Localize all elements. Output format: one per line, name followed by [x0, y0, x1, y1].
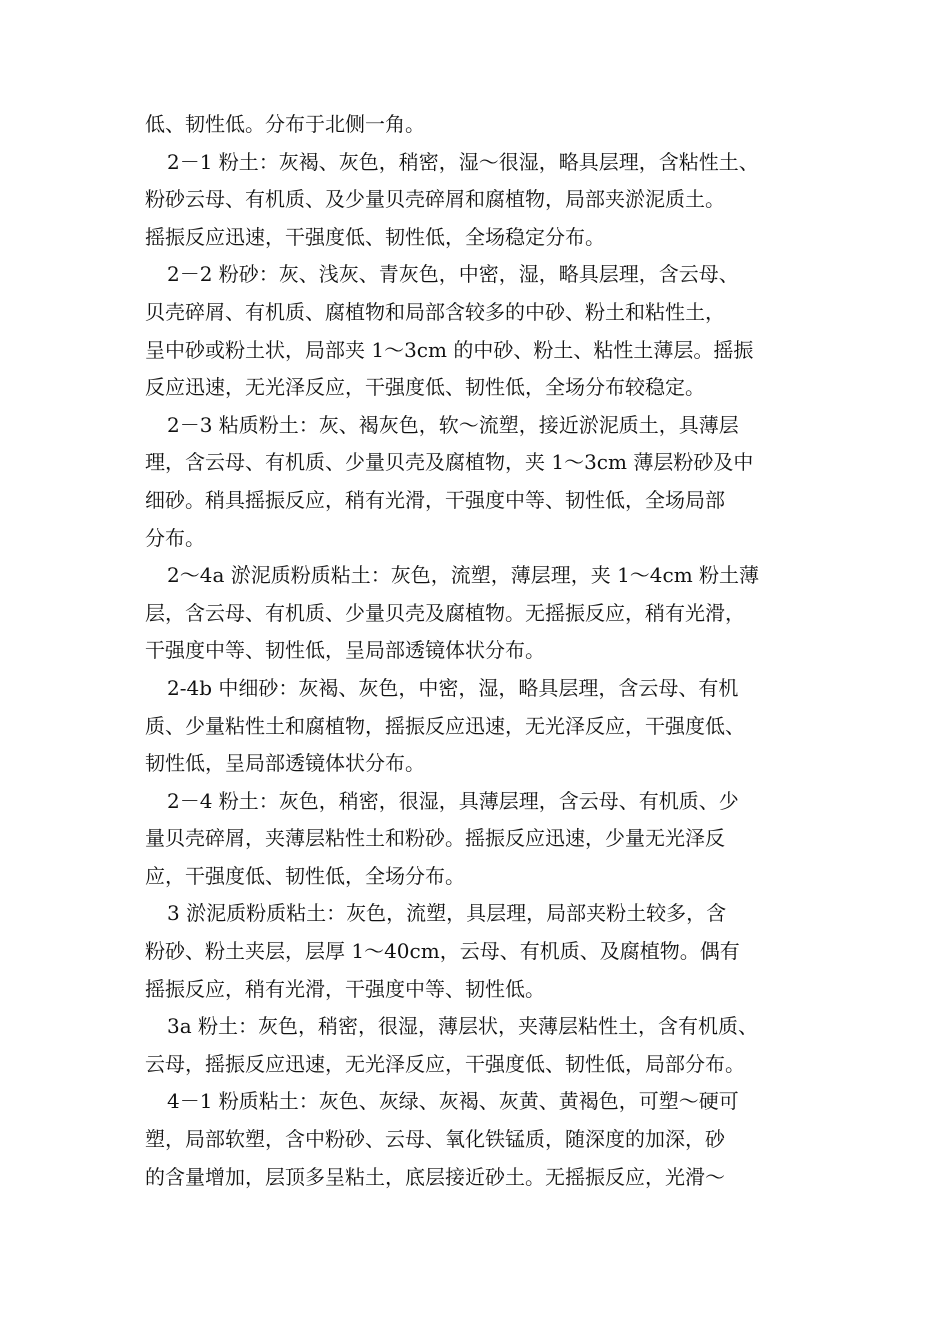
- text-line: 应，干强度低、韧性低，全场分布。: [145, 863, 465, 888]
- text-line: 3a 粉土：灰色，稍密，很湿，薄层状，夹薄层粘性土，含有机质、: [167, 1014, 759, 1039]
- text-line: 塑，局部软塑，含中粉砂、云母、氧化铁锰质，随深度的加深，砂: [145, 1127, 725, 1152]
- text-line: 呈中砂或粉土状，局部夹 1～3cm 的中砂、粉土、粘性土薄层。摇振: [145, 337, 754, 362]
- text-line: 质、少量粘性土和腐植物，摇振反应迅速，无光泽反应，干强度低、: [145, 713, 745, 738]
- text-line: 2－3 粘质粉土：灰、褐灰色，软～流塑，接近淤泥质土，具薄层: [167, 412, 739, 437]
- text-line: 细砂。稍具摇振反应，稍有光滑，干强度中等、韧性低，全场局部: [145, 487, 725, 512]
- text-line: 反应迅速，无光泽反应，干强度低、韧性低，全场分布较稳定。: [145, 375, 705, 400]
- text-line: 量贝壳碎屑，夹薄层粘性土和粉砂。摇振反应迅速，少量无光泽反: [145, 826, 725, 851]
- text-line: 4－1 粉质粘土：灰色、灰绿、灰褐、灰黄、黄褐色，可塑～硬可: [167, 1089, 739, 1114]
- text-line: 干强度中等、韧性低，呈局部透镜体状分布。: [145, 638, 545, 663]
- text-line: 粉砂云母、有机质、及少量贝壳碎屑和腐植物，局部夹淤泥质土。: [145, 187, 725, 212]
- text-line: 分布。: [145, 525, 205, 550]
- text-line: 2-4b 中细砂：灰褐、灰色，中密，湿，略具层理，含云母、有机: [167, 675, 739, 700]
- text-line: 2－4 粉土：灰色，稍密，很湿，具薄层理，含云母、有机质、少: [167, 788, 739, 813]
- text-line: 摇振反应，稍有光滑，干强度中等、韧性低。: [145, 976, 545, 1001]
- text-line: 云母，摇振反应迅速，无光泽反应，干强度低、韧性低，局部分布。: [145, 1051, 745, 1076]
- text-line: 层，含云母、有机质、少量贝壳及腐植物。无摇振反应，稍有光滑，: [145, 600, 745, 625]
- text-line: 贝壳碎屑、有机质、腐植物和局部含较多的中砂、粉土和粘性土，: [145, 299, 725, 324]
- text-line: 的含量增加，层顶多呈粘土，底层接近砂土。无摇振反应，光滑～: [145, 1164, 725, 1189]
- text-line: 2～4a 淤泥质粉质粘土：灰色，流塑，薄层理，夹 1～4cm 粉土薄: [167, 563, 760, 588]
- text-line: 韧性低，呈局部透镜体状分布。: [145, 751, 425, 776]
- text-line: 摇振反应迅速，干强度低、韧性低，全场稳定分布。: [145, 224, 605, 249]
- text-line: 3 淤泥质粉质粘土：灰色，流塑，具层理，局部夹粉土较多，含: [167, 901, 727, 926]
- text-line: 2－2 粉砂：灰、浅灰、青灰色，中密，湿，略具层理，含云母、: [167, 262, 739, 287]
- text-line: 2－1 粉土：灰褐、灰色，稍密，湿～很湿，略具层理，含粘性土、: [167, 149, 759, 174]
- text-line: 理，含云母、有机质、少量贝壳及腐植物，夹 1～3cm 薄层粉砂及中: [145, 450, 754, 475]
- document-body: [145, 106, 825, 1196]
- text-line: 低、韧性低。分布于北侧一角。: [145, 112, 425, 136]
- text-line: 粉砂、粉土夹层，层厚 1～40cm，云母、有机质、及腐植物。偶有: [145, 939, 740, 964]
